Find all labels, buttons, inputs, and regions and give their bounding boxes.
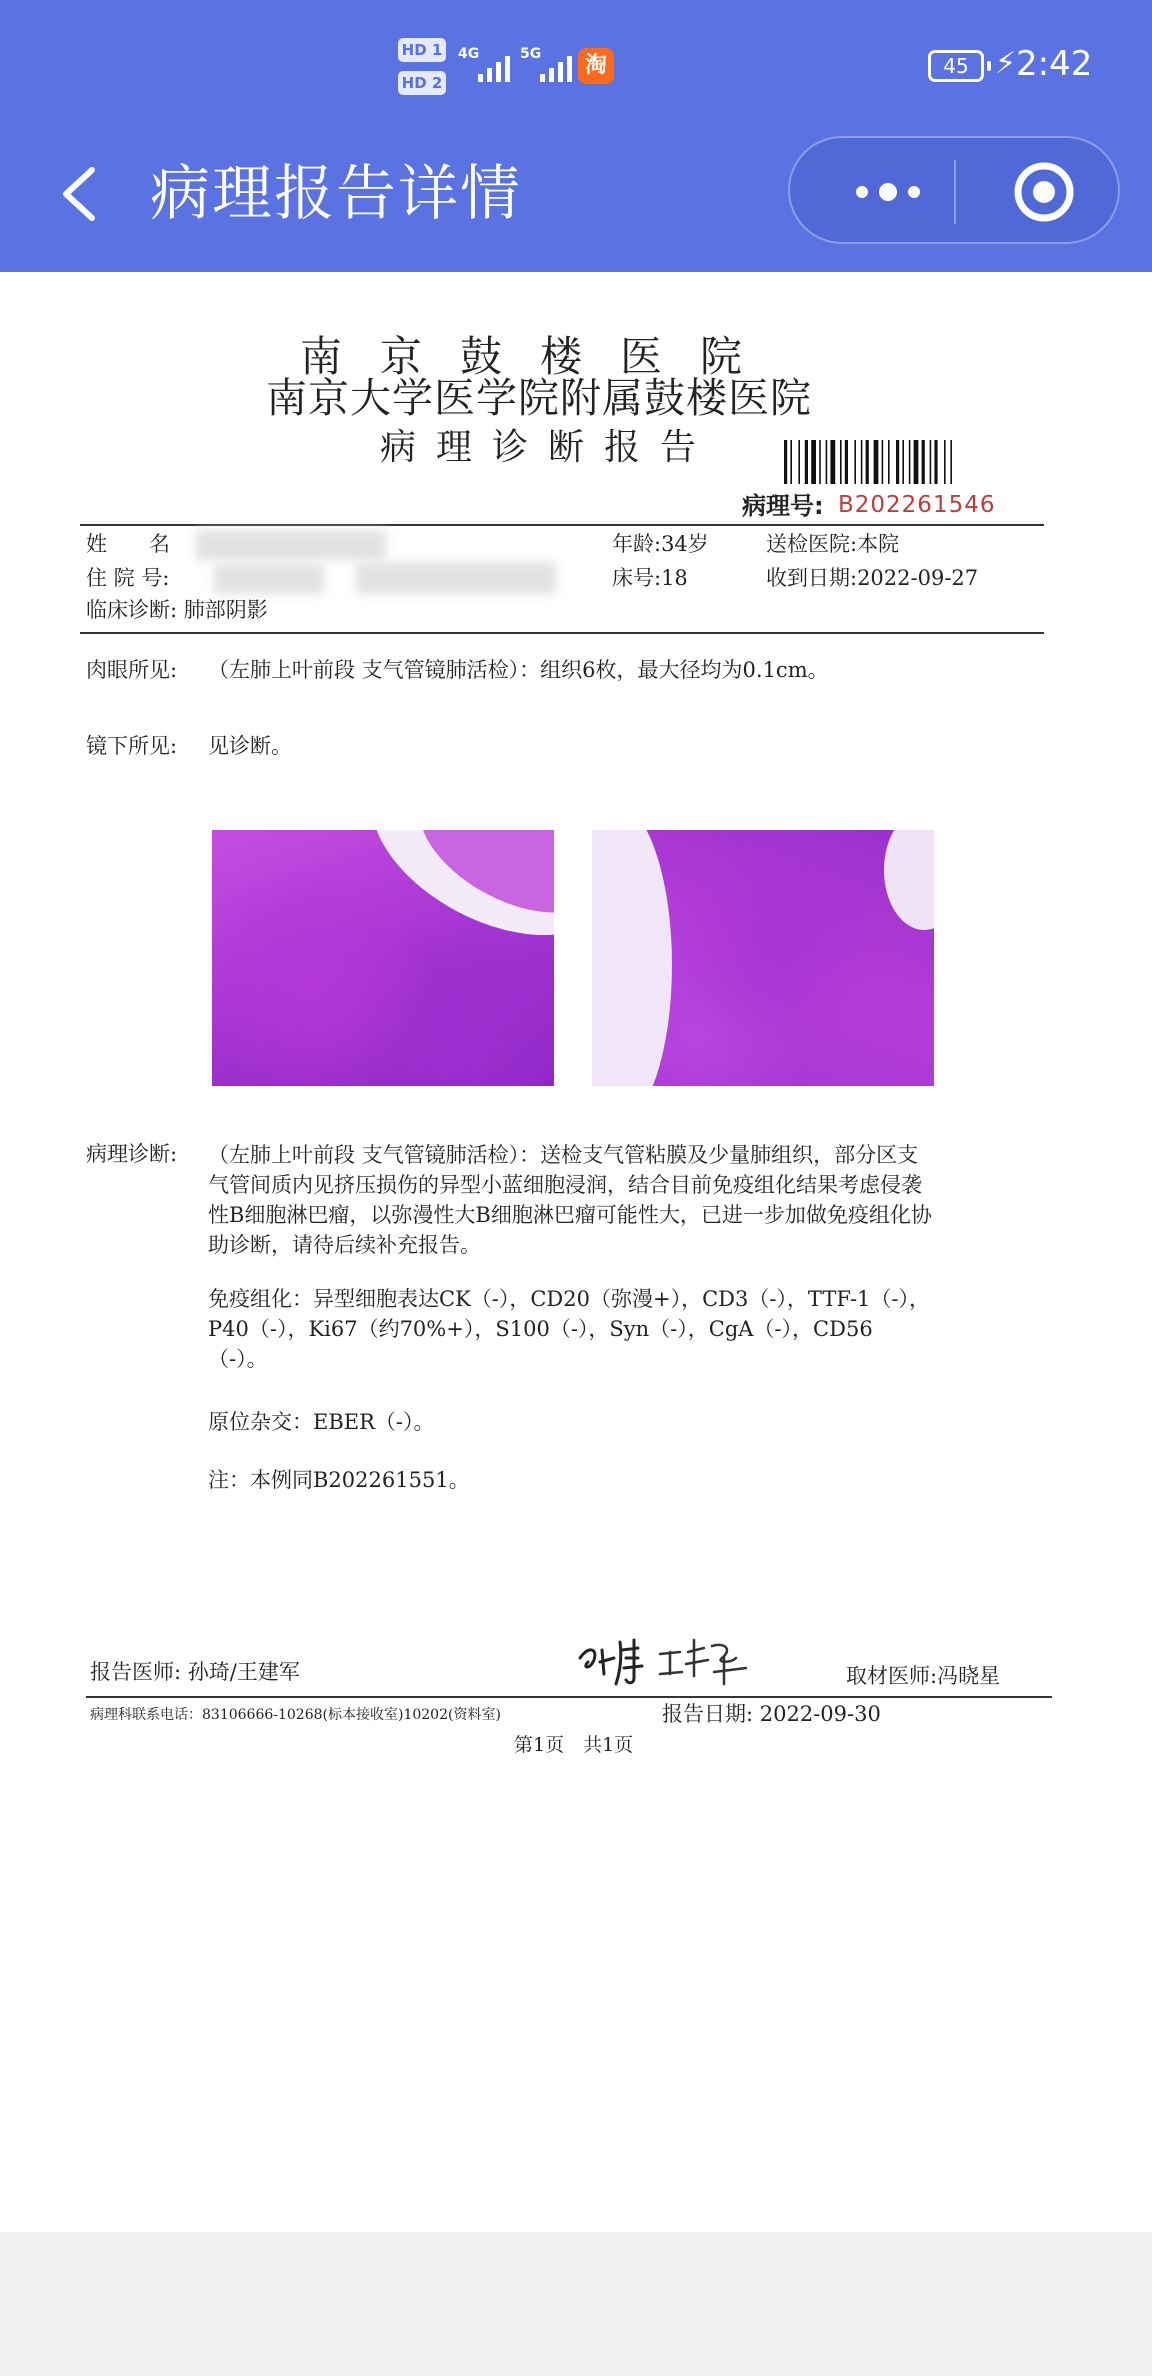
signal-bars-5g-icon bbox=[540, 50, 572, 82]
ihc-text bbox=[208, 1284, 1028, 1374]
diagnosis-label: 病理诊断: bbox=[86, 1142, 178, 1166]
contact-phone: 病理科联系电话：83106666-10268(标本接收室)10202(资料室) bbox=[90, 1707, 501, 1723]
signature-image bbox=[576, 1628, 756, 1690]
received-date-field: 收到日期:2022-09-27 bbox=[766, 566, 979, 590]
ihc-line: 免疫组化：异型细胞表达CK（-），CD20（弥漫+），CD3（-），TTF-1（-）， bbox=[208, 1287, 931, 1311]
micrograph-image-2 bbox=[592, 830, 934, 1086]
diagnosis-line: 助诊断，请待后续补充报告。 bbox=[208, 1233, 481, 1257]
diagnosis-line: 性B细胞淋巴瘤，以弥漫性大B细胞淋巴瘤可能性大，已进一步加做免疫组化协 bbox=[208, 1203, 932, 1227]
name-label: 姓 名 bbox=[86, 532, 170, 556]
micro-text: 见诊断。 bbox=[208, 734, 292, 758]
status-bar bbox=[0, 0, 1152, 132]
hd2-badge: HD 2 bbox=[398, 71, 446, 95]
micrograph-image-1 bbox=[212, 830, 554, 1086]
app-header bbox=[0, 0, 1152, 272]
more-dots-icon bbox=[838, 168, 938, 216]
redacted-inpatient-no bbox=[214, 564, 324, 594]
network-5g-label: 5G bbox=[520, 46, 542, 62]
hd1-badge: HD 1 bbox=[398, 38, 446, 62]
hospital-name: 南京鼓楼医院 bbox=[300, 332, 781, 381]
back-button[interactable] bbox=[56, 166, 102, 222]
footer-rule bbox=[86, 1696, 1052, 1698]
gross-text: （左肺上叶前段 支气管镜肺活检）：组织6枚，最大径均为0.1cm。 bbox=[208, 658, 829, 682]
redacted-name bbox=[196, 530, 386, 560]
clinical-diagnosis-field: 临床诊断: 肺部阴影 bbox=[86, 598, 268, 622]
network-4g-label: 4G bbox=[458, 46, 480, 62]
status-time: 2:42 bbox=[1016, 44, 1093, 84]
ihc-line: P40（-），Ki67（约70%+），S100（-），Syn（-），CgA（-），CD56 bbox=[208, 1317, 873, 1341]
sampling-doctor: 取材医师:冯晓星 bbox=[846, 1664, 1001, 1688]
micro-label: 镜下所见: bbox=[86, 734, 178, 758]
close-button[interactable] bbox=[1012, 160, 1076, 224]
diagnosis-text bbox=[208, 1140, 1028, 1260]
ihc-line: （-）。 bbox=[208, 1347, 268, 1371]
report-title: 病理诊断报告 bbox=[380, 427, 717, 468]
gross-label: 肉眼所见: bbox=[86, 658, 178, 682]
mini-program-capsule bbox=[788, 136, 1120, 244]
bed-field: 床号:18 bbox=[612, 566, 688, 590]
hospital-affiliation: 南京大学医学院附属鼓楼医院 bbox=[266, 374, 812, 422]
signal-bars-icon bbox=[478, 50, 510, 82]
report-date: 报告日期: 2022-09-30 bbox=[662, 1702, 881, 1726]
pathology-no-label: 病理号: bbox=[742, 492, 824, 520]
send-hospital-field: 送检医院:本院 bbox=[766, 532, 900, 556]
battery-icon: 45 bbox=[928, 50, 984, 82]
pathology-no: B202261546 bbox=[838, 492, 996, 518]
ish-text: 原位杂交：EBER（-）。 bbox=[208, 1410, 435, 1434]
age-field: 年龄:34岁 bbox=[612, 532, 709, 556]
chevron-left-icon bbox=[56, 166, 102, 222]
page-title: 病理报告详情 bbox=[150, 159, 522, 229]
taobao-icon: 淘 bbox=[578, 48, 614, 84]
target-circle-icon bbox=[1012, 160, 1076, 224]
info-rule bbox=[80, 632, 1044, 634]
page-info: 第1页 共1页 bbox=[514, 1734, 634, 1756]
charging-bolt-icon: ⚡ bbox=[995, 46, 1017, 81]
inpatient-label: 住 院 号: bbox=[86, 566, 170, 590]
barcode-icon bbox=[784, 440, 1014, 484]
diagnosis-line: 气管间质内见挤压损伤的异型小蓝细胞浸润，结合目前免疫组化结果考虑侵袭 bbox=[208, 1173, 922, 1197]
redacted-info bbox=[356, 562, 556, 594]
diagnosis-line: （左肺上叶前段 支气管镜肺活检）：送检支气管粘膜及少量肺组织，部分区支 bbox=[208, 1143, 919, 1167]
capsule-divider bbox=[954, 160, 956, 224]
report-document bbox=[0, 272, 1152, 2232]
reporting-doctor: 报告医师: 孙琦/王建军 bbox=[90, 1660, 300, 1684]
header-rule bbox=[80, 524, 1044, 526]
note-text: 注：本例同B202261551。 bbox=[208, 1468, 470, 1492]
more-button[interactable] bbox=[838, 168, 938, 216]
